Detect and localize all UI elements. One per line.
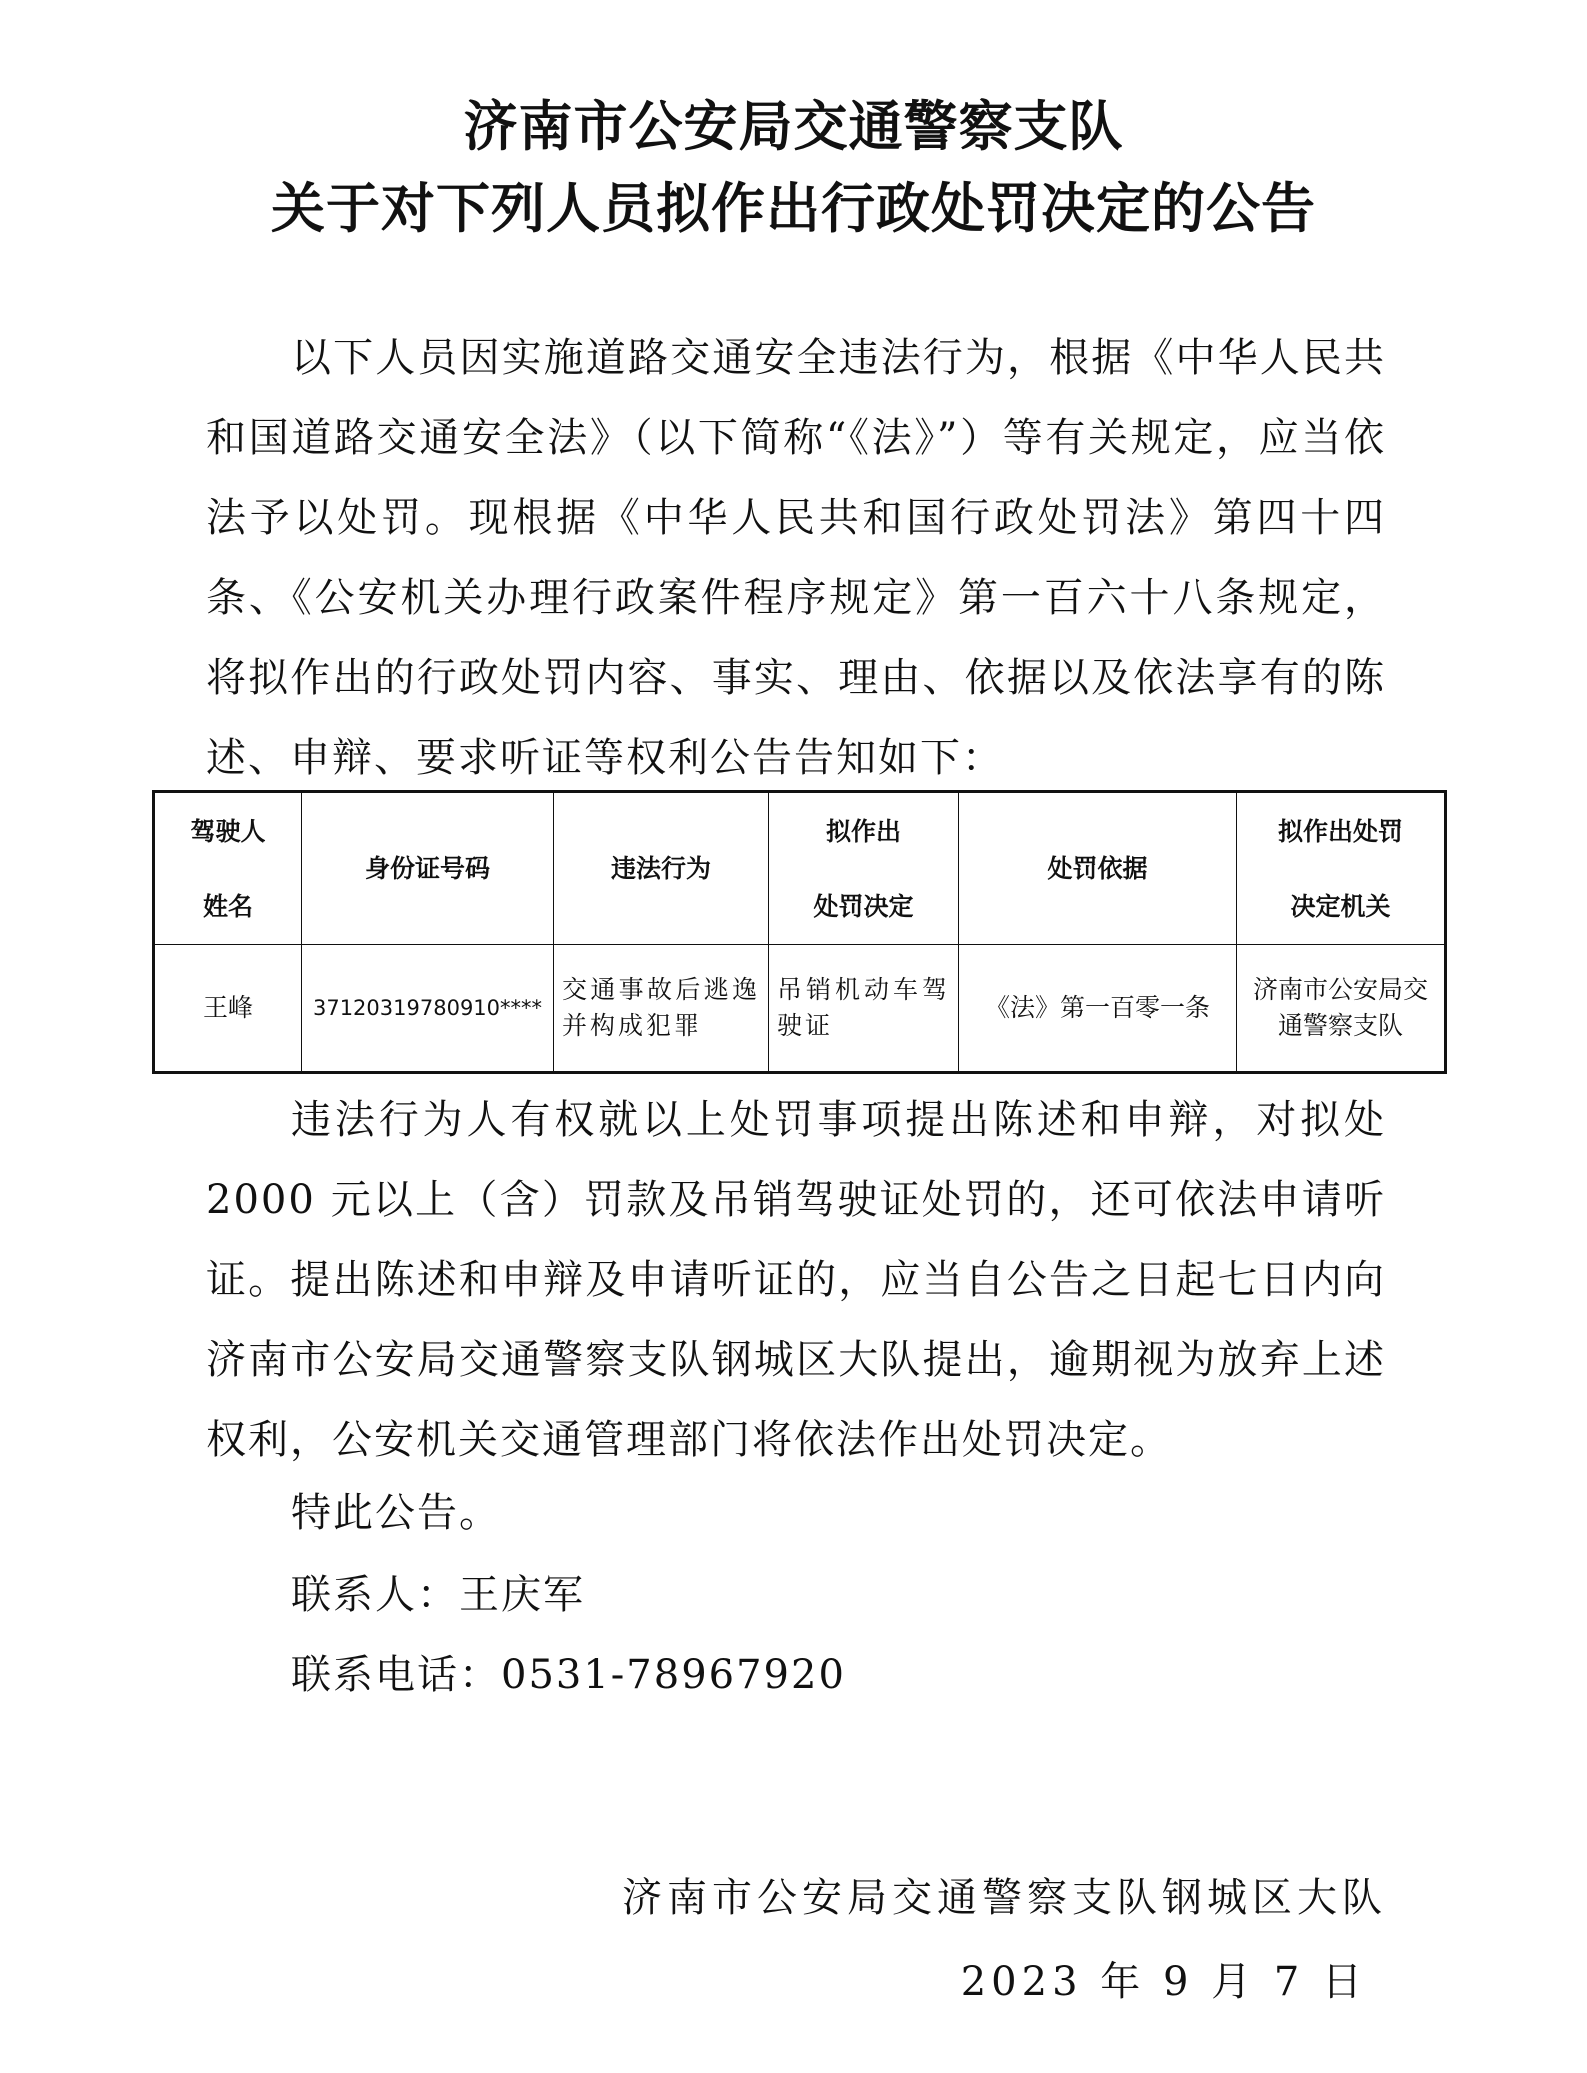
- contact-person: 联系人：王庆军: [291, 1572, 585, 1618]
- cell-id-number: 37120319780910****: [302, 945, 554, 1073]
- closing-notice: 特此公告。: [291, 1490, 501, 1536]
- header-id-number: 身份证号码: [302, 792, 554, 945]
- cell-driver-name: 王峰: [154, 945, 302, 1073]
- cell-basis: 《法》第一百零一条: [959, 945, 1237, 1073]
- signature-date: 2023 年 9 月 7 日: [960, 1959, 1367, 2005]
- notice-title-line1: 济南市公安局交通警察支队: [463, 95, 1124, 158]
- header-violation: 违法行为: [554, 792, 769, 945]
- cell-authority: 济南市公安局交通警察支队: [1237, 945, 1446, 1073]
- notice-title-line2: 关于对下列人员拟作出行政处罚决定的公告: [271, 177, 1316, 240]
- header-basis: 处罚依据: [959, 792, 1237, 945]
- rights-paragraph: 违法行为人有权就以上处罚事项提出陈述和申辩，对拟处2000 元以上（含）罚款及吊销驾驶证处罚的，还可依法申请听证。提出陈述和申辩及申请听证的，应当自公告之日起七日内向济南市公安局交通警察支队钢城区大队提出，逾期视为放弃上述权利，公安机关交通管理部门将依法作出处罚决定。: [206, 1097, 1386, 1463]
- table-row: [154, 945, 1446, 1073]
- header-authority: 拟作出处罚 决定机关: [1237, 792, 1446, 945]
- signature-organization: 济南市公安局交通警察支队钢城区大队: [622, 1875, 1387, 1921]
- table-header-row: [154, 792, 1446, 945]
- intro-paragraph: 以下人员因实施道路交通安全违法行为，根据《中华人民共和国道路交通安全法》（以下简称“《法》”）等有关规定，应当依法予以处罚。现根据《中华人民共和国行政处罚法》第四十四条、《公安机关办理行政案件程序规定》第一百六十八条规定，将拟作出的行政处罚内容、事实、理由、依据以及依法享有的陈述、申辩、要求听证等权利公告告知如下：: [206, 335, 1386, 781]
- header-decision: 拟作出 处罚决定: [769, 792, 959, 945]
- contact-phone: 联系电话：0531-78967920: [291, 1652, 846, 1698]
- penalty-table: [152, 790, 1447, 1074]
- cell-violation: 交通事故后逃逸并构成犯罪: [554, 945, 769, 1073]
- cell-decision: 吊销机动车驾驶证: [769, 945, 959, 1073]
- header-driver-name: 驾驶人 姓名: [154, 792, 302, 945]
